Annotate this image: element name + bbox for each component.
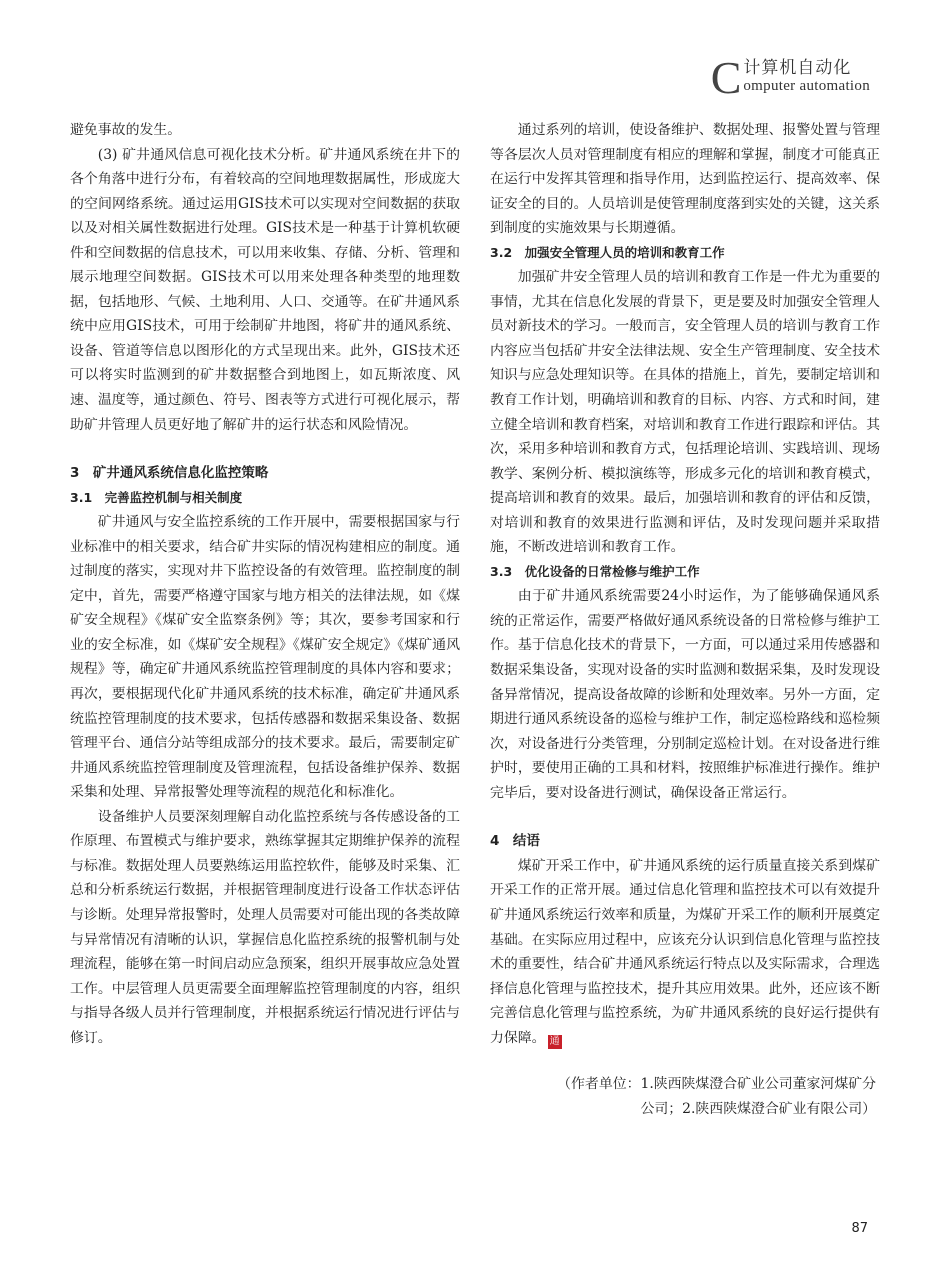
page-number: 87: [851, 1221, 868, 1236]
subsection-heading: 3.1 完善监控机制与相关制度: [70, 489, 243, 505]
subsection-heading: 3.2 加强安全管理人员的培训和教育工作: [490, 244, 725, 260]
journal-header: [710, 52, 870, 103]
paragraph: [490, 854, 880, 1050]
section-heading: 4 结语: [490, 833, 540, 850]
paragraph: 加强矿井安全管理人员的培训和教育工作是一件尤为重要的事情，尤其在信息化发展的背景下，更是要及时加强安全管理人员对新技术的学习。一般而言，安全管理人员的培训与教育工作内容应当包括矿井安全法律法规、安全生产管理制度、安全技术知识与应急处理知识等。在具体的措施上，首先，要制定培训和教育工作计划，明确培训和教育的目标、内容、方式和时间，建立健全培训和教育档案，对培训和教育工作进行跟踪和评估。其次，采用多种培训和教育方式，包括理论培训、实践培训、现场教学、案例分析、模拟演练等，形成多元化的培训和教育模式，提高培训和教育的效果。最后，加强培训和教育的评估和反馈，对培训和教育的效果进行监测和评估，及时发现问题并采取措施，不断改进培训和教育工作。: [490, 269, 880, 556]
conclusion-text: 煤矿开采工作中，矿井通风系统的运行质量直接关系到煤矿开采工作的正常开展。通过信息化管理和监控技术可以有效提升矿井通风系统运行效率和质量，为煤矿开采工作的顺利开展奠定基础。在实际应用过程中，应该充分认识到信息化管理与监控技术的重要性，结合矿井通风系统运行特点以及实际需求，合理选择信息化管理与监控技术，提升其应用效果。此外，还应该不断完善信息化管理与监控系统，为矿井通风系统的良好运行提供有力保障。: [490, 857, 880, 1046]
spacer: [490, 805, 880, 829]
paragraph: 通过系列的培训，使设备维护、数据处理、报警处置与管理等各层次人员对管理制度有相应的理解和掌握，制度才可能真正在运行中发挥其管理和指导作用，达到监控运行、提高效率、保证安全的目的。人员培训是使管理制度落到实处的关键，这关系到制度的实施效果与长期遵循。: [490, 122, 880, 237]
affiliation-line: 公司；2.陕西陕煤澄合矿业有限公司）: [640, 1100, 876, 1117]
paragraph: (3) 矿井通风信息可视化技术分析。矿井通风系统在井下的各个角落中进行分布，有着较高的空间地理数据属性，形成庞大的空间网络系统。通过运用GIS技术可以实现对空间数据的获取以及对相关属性数据进行处理。GIS技术是一种基于计算机软硬件和空间数据的信息技术，可以用来收集、存储、分析、管理和展示地理空间数据。GIS技术可以用来处理各种类型的地理数据，包括地形、气候、土地利用、人口、交通等。在矿井通风系统中应用GIS技术，可用于绘制矿井地图，将矿井的通风系统、设备、管道等信息以图形化的方式呈现出来。此外，GIS技术还可以将实时监测到的矿井数据整合到地图上，如瓦斯浓度、风速、温度等，通过颜色、符号、图表等方式进行可视化展示，帮助矿井管理人员更好地了解矿井的运行状态和风险情况。: [70, 146, 460, 433]
affiliation-line: （作者单位：1.陕西陕煤澄合矿业公司董家河煤矿分: [557, 1076, 876, 1093]
spacer: [70, 437, 460, 461]
section-heading: 3 矿井通风系统信息化监控策略: [70, 465, 269, 482]
left-column: [70, 118, 460, 1050]
author-affiliation: [490, 1072, 880, 1121]
paragraph: 矿井通风与安全监控系统的工作开展中，需要根据国家与行业标准中的相关要求，结合矿井实际的情况构建相应的制度。通过制度的落实，实现对井下监控设备的有效管理。监控制度的制定中，首先，需要严格遵守国家与地方相关的法律法规，如《煤矿安全规程》《煤矿安全监察条例》等；其次，要参考国家和行业的安全标准，如《煤矿安全规程》《煤矿安全规定》《煤矿通风规程》等，确定矿井通风系统监控管理制度的具体内容和要求；再次，要根据现代化矿井通风系统的技术标准，确定矿井通风系统监控管理制度的技术要求，包括传感器和数据采集设备、数据管理平台、通信分站等组成部分的技术要求。最后，需要制定矿井通风系统监控管理制度及管理流程，包括设备维护保养、数据采集和处理、异常报警处理等流程的规范化和标准化。: [70, 514, 460, 801]
right-column: [490, 118, 880, 1121]
end-mark-icon: 通: [549, 1035, 560, 1047]
paragraph: 避免事故的发生。: [70, 122, 182, 138]
journal-title-en: omputer automation: [743, 78, 870, 94]
journal-titles: [743, 58, 870, 94]
journal-title-cn: 计算机自动化: [743, 58, 852, 78]
subsection-heading: 3.3 优化设备的日常检修与维护工作: [490, 563, 700, 579]
paragraph: 设备维护人员要深刻理解自动化监控系统与各传感设备的工作原理、布置模式与维护要求，熟练掌握其定期维护保养的流程与标准。数据处理人员要熟练运用监控软件，能够及时采集、汇总和分析系统运行数据，并根据管理制度进行设备工作状态评估与诊断。处理异常报警时，处理人员需要对可能出现的各类故障与异常情况有清晰的认识，掌握信息化监控系统的报警机制与处理流程，能够在第一时间启动应急预案，组织开展事故应急处置工作。中层管理人员更需要全面理解监控管理制度的内容，组织与指导各级人员并行管理制度，并根据系统运行情况进行评估与修订。: [70, 808, 460, 1046]
paragraph: 由于矿井通风系统需要24小时运作，为了能够确保通风系统的正常运作，需要严格做好通风系统设备的日常检修与维护工作。基于信息化技术的背景下，一方面，可以通过采用传感器和数据采集设备，实现对设备的实时监测和数据采集，及时发现设备异常情况，提高设备故障的诊断和处理效率。另外一方面，定期进行通风系统设备的巡检与维护工作，制定巡检路线和巡检频次，对设备进行分类管理，分别制定巡检计划。在对设备进行维护时，要使用正确的工具和材料，按照维护标准进行操作。维护完毕后，要对设备进行测试，确保设备正常运行。: [490, 588, 880, 801]
journal-logo-letter: C: [710, 52, 742, 103]
